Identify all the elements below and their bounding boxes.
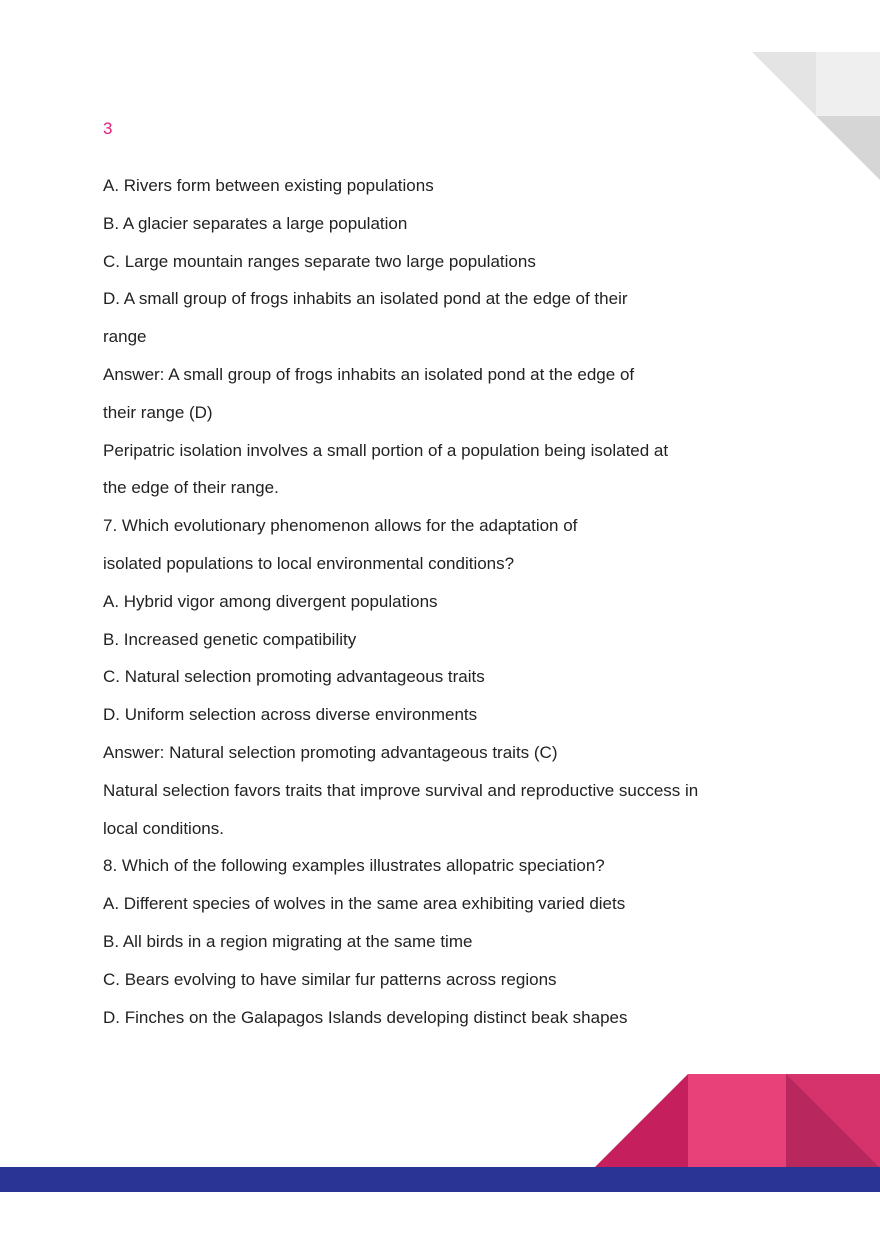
document-body: [103, 167, 743, 1036]
deco-triangle-bottom: [816, 116, 880, 180]
page-number: 3: [103, 119, 113, 138]
text-line: D. Uniform selection across diverse environments: [103, 705, 478, 725]
deco-pink-block: [688, 1074, 786, 1168]
text-line: A. Rivers form between existing populations: [103, 176, 434, 195]
deco-triangle-left: [752, 52, 816, 116]
deco-pink-triangle: [594, 1074, 688, 1168]
text-line: range: [103, 327, 147, 347]
text-line: C. Natural selection promoting advantageous traits: [103, 667, 485, 687]
text-line: Natural selection favors traits that improve survival and reproductive success in: [103, 780, 699, 800]
text-line: B. Increased genetic compatibility: [103, 629, 357, 649]
footer-bar: [0, 1167, 880, 1192]
text-line: local conditions.: [103, 818, 224, 838]
text-line: D. Finches on the Galapagos Islands developing distinct beak shapes: [103, 1007, 628, 1027]
text-line: isolated populations to local environmental conditions?: [103, 553, 515, 573]
text-line: their range (D): [103, 402, 213, 422]
text-line: the edge of their range.: [103, 478, 279, 498]
text-line: D. A small group of frogs inhabits an isolated pond at the edge of their: [103, 289, 628, 309]
text-line: C. Large mountain ranges separate two large populations: [103, 251, 536, 271]
text-line: C. Bears evolving to have similar fur patterns across regions: [103, 969, 557, 989]
corner-decoration-bottom: [594, 1074, 880, 1168]
text-line: 8. Which of the following examples illustrates allopatric speciation?: [103, 856, 605, 876]
text-line: Answer: A small group of frogs inhabits an isolated pond at the edge of: [103, 364, 635, 384]
text-line: 7. Which evolutionary phenomenon allows for the adaptation of: [103, 516, 578, 536]
text-line: Answer: Natural selection promoting advantageous traits (C): [103, 742, 558, 762]
text-line: A. Different species of wolves in the same area exhibiting varied diets: [103, 894, 626, 914]
text-line: B. All birds in a region migrating at the same time: [103, 931, 473, 951]
text-line: A. Hybrid vigor among divergent populations: [103, 591, 438, 611]
corner-decoration-top: [752, 52, 880, 180]
text-line: Peripatric isolation involves a small portion of a population being isolated at: [103, 440, 669, 460]
text-line: B. A glacier separates a large population: [103, 213, 408, 233]
deco-square: [816, 52, 880, 116]
